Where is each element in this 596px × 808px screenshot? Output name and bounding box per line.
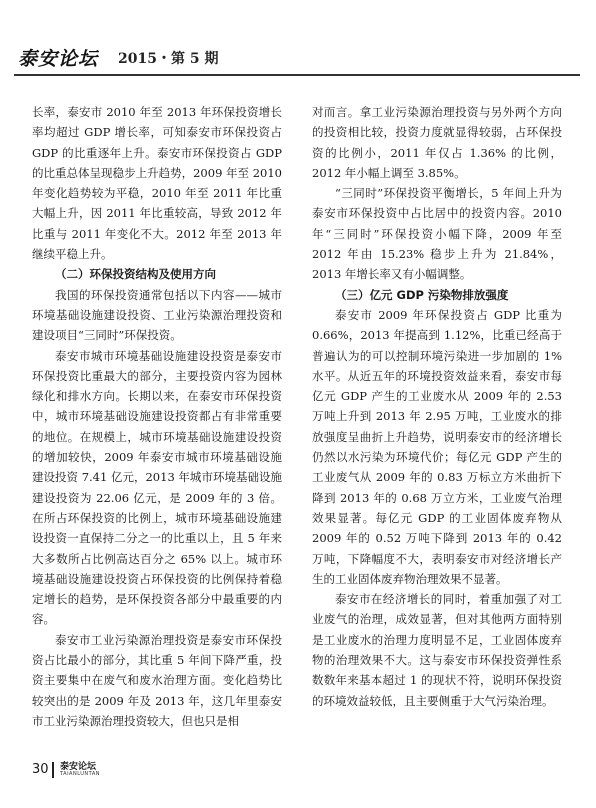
header-rule (14, 74, 580, 76)
page-footer (32, 760, 572, 788)
magazine-logo: 泰安论坛 (18, 48, 99, 70)
right-paragraph-3: 泰安市 2009 年环保投资占 GDP 比重为 0.66%，2013 年提高到 1.12%，比重已经高于普遍认为的可以控制环境污染进一步加剧的 1% 水平。从近五年的环境投资效益来看，泰安市每亿元 GDP 产生的工业废水从 2009 年的 2.53 万吨上升到 2013 年 2.95 万吨，工业废水的排放强度呈曲折上升趋势，说明泰安市的经济增长仍然以水污染为环境代价；每亿元 GDP 产生的工业废气从 2009 年的 0.83 万标立方米曲折下降到 2013 年的 0.68 万立方米，工业废气治理效果显著。每亿元 GDP 的工业固体废弃物从 2009 年的 0.52 万吨下降到 2013 年的 0.42 万吨，下降幅度不大，表明泰安市对经济增长产生的工业固体废弃物治理效果不显著。 (312, 307, 562, 586)
footer-divider (52, 762, 54, 778)
left-paragraph-1: 长率，泰安市 2010 年至 2013 年环保投资增长率均超过 GDP 增长率，可知泰安市环保投资占 GDP 的比重逐年上升。泰安市环保投资占 GDP 的比重总体呈现稳步上升趋势，2009 年至 2010 年变化趋势较为平稳，2010 年至 2011 年比重大幅上升，因 2011 年比重较高，导致 2012 年比重与 2011 年变化不大。2012 年至 2013 年继续平稳上升。 (32, 105, 282, 262)
right-paragraph-4: 泰安市在经济增长的同时，着重加强了对工业废气的治理，成效显著，但对其他两方面特别是工业废水的治理力度明显不足，工业固体废弃物的治理效果不大。这与泰安市环保投资弹性系数数年来基本超过 1 的现状不符，说明环保投资的环境效益较低，且主要侧重于大气污染治理。 (312, 592, 562, 708)
page-number: 30 (32, 762, 49, 777)
right-paragraph-2: “三同时”环保投资平衡增长，5 年间上升为泰安市环保投资中占比居中的投资内容。2010 年“三同时”环保投资小幅下降，2009 年至 2012 年由 15.23% 稳步上升为 21.84%，2013 年增长率又有小幅调整。 (312, 186, 562, 282)
left-column (32, 102, 282, 731)
left-paragraph-3: 泰安市城市环境基础设施建设投资是泰安市环保投资比重最大的部分，主要投资内容为园林绿化和排水方向。长期以来，在泰安市环保投资中，城市环境基础设施建设投资都占有非常重要的地位。在规模上，城市环境基础设施建设投资的增加较快，2009 年泰安市城市环境基础设施建设投资 7.41 亿元，2013 年城市环境基础设施建设投资为 22.06 亿元，是 2009 年的 3 倍。在所占环保投资的比例上，城市环境基础设施建设投资一直保持二分之一的比重以上，且 5 年来大多数所占比例高达百分之 65% 以上。城市环境基础设施建设投资占环保投资的比例保持着稳定增长的趋势，是环保投资各部分中最重要的内容。 (32, 348, 282, 627)
left-paragraph-2: 我国的环保投资通常包括以下内容——城市环境基础设施建设投资、工业污染源治理投资和建设项目“三同时”环保投资。 (32, 287, 282, 343)
page-header (14, 44, 580, 78)
right-column (312, 102, 562, 711)
right-paragraph-1: 对而言。拿工业污染源治理投资与另外两个方向的投资相比较，投资力度就显得较弱，占环保投资的比例小，2011 年仅占 1.36% 的比例，2012 年小幅上调至 3.85%。 (312, 105, 562, 180)
left-paragraph-4: 泰安市工业污染源治理投资是泰安市环保投资占比最小的部分，其比重 5 年间下降严重，投资主要集中在废气和废水治理方面。变化趋势比较突出的是 2009 年及 2013 年，这几年里泰安市工业污染源治理投资较大，但也只是相 (32, 632, 282, 728)
footer-magazine-pinyin: TAIANLUNTAN (60, 771, 100, 777)
section-heading-structure: （二）环保投资结构及使用方向 (55, 267, 216, 282)
footer-magazine-name: 泰安论坛 (60, 762, 97, 772)
issue-label: 2015・第 5 期 (118, 51, 219, 67)
section-heading-intensity: （三）亿元 GDP 污染物排放强度 (335, 287, 509, 302)
